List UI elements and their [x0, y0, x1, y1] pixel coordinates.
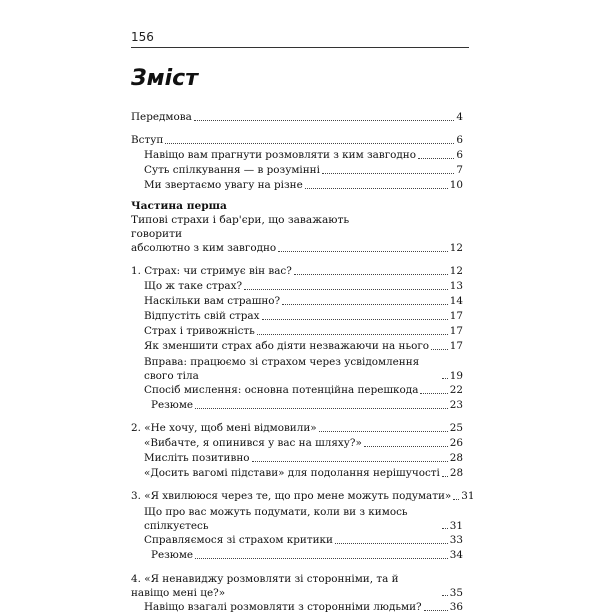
toc-entry-text: «Досить вагомі підстави» для подолання нерішучості — [144, 467, 440, 479]
toc-entry-part-title[interactable] — [131, 241, 463, 256]
toc-entry-page: 10 — [449, 179, 463, 191]
table-of-contents — [131, 110, 475, 615]
toc-entry-page: 6 — [456, 134, 463, 146]
toc-leader-dots — [262, 319, 448, 320]
toc-entry-page: 17 — [449, 325, 463, 337]
toc-leader-dots — [418, 158, 454, 159]
toc-subentry[interactable] — [131, 324, 463, 339]
toc-subentry[interactable] — [131, 339, 463, 354]
toc-entry-text: Резюме — [151, 549, 194, 561]
toc-leader-dots — [319, 431, 448, 432]
toc-entry-chapter-1[interactable] — [131, 264, 463, 279]
toc-entry-page: 17 — [449, 340, 463, 352]
toc-leader-dots — [294, 274, 448, 275]
toc-entry-text: Вправа: працюємо зі страхом через усвідомлення свого тіла — [144, 356, 420, 382]
toc-entry-page: 34 — [449, 549, 463, 561]
toc-subentry[interactable] — [131, 279, 463, 294]
toc-entry-text: Страх і тривожність — [144, 325, 255, 337]
toc-entry-preface[interactable] — [131, 110, 463, 125]
toc-entry-page: 4 — [456, 111, 463, 123]
toc-entry-text: Справляємося зі страхом критики — [144, 534, 333, 546]
toc-leader-dots — [165, 143, 454, 144]
toc-entry-chapter-3[interactable] — [131, 489, 475, 504]
toc-leader-dots — [322, 173, 454, 174]
toc-leader-dots — [335, 543, 448, 544]
part-title-line: Типові страхи і бар'єри, що заважають говорити — [131, 214, 350, 240]
toc-entry-chapter-2[interactable] — [131, 421, 463, 436]
toc-entry-page: 36 — [449, 601, 463, 613]
toc-entry-text: Як зменшити страх або діяти незважаючи на нього — [144, 340, 430, 352]
toc-leader-dots — [194, 120, 455, 121]
toc-entry-text: «Вибачте, я опинився у вас на шляху?» — [144, 437, 362, 449]
toc-subentry[interactable] — [131, 309, 463, 324]
toc-entry-page: 28 — [449, 452, 463, 464]
toc-entry-page: 13 — [449, 280, 463, 292]
toc-entry-text: Резюме — [151, 399, 194, 411]
toc-entry-text: Навіщо вам прагнути розмовляти з ким завгодно — [144, 149, 416, 161]
toc-entry-page: 23 — [449, 399, 463, 411]
toc-subentry[interactable] — [131, 383, 463, 398]
toc-leader-dots — [424, 610, 448, 611]
page-number: 156 — [131, 30, 154, 44]
toc-leader-dots — [195, 408, 448, 409]
toc-entry-page: 19 — [449, 370, 463, 382]
toc-subentry[interactable] — [131, 600, 463, 615]
toc-entry-page: 33 — [449, 534, 463, 546]
part-label: Частина перша — [131, 200, 227, 212]
header-rule — [131, 47, 469, 48]
toc-leader-dots — [305, 188, 448, 189]
toc-subentry[interactable] — [131, 163, 463, 178]
toc-entry-text: Суть спілкування — в розумінні — [144, 164, 320, 176]
page-title: Зміст — [131, 66, 198, 91]
toc-leader-dots — [278, 251, 448, 252]
toc-leader-dots — [252, 461, 448, 462]
toc-subentry[interactable] — [131, 466, 463, 481]
toc-entry-page: 35 — [449, 587, 463, 599]
toc-entry-text: Що про вас можуть подумати, коли ви з кимось спілкуєтесь — [144, 506, 408, 532]
toc-entry-text: Спосіб мислення: основна потенційна перешкода — [144, 384, 419, 396]
toc-entry-text: Наскільки вам страшно? — [144, 295, 281, 307]
toc-leader-dots — [244, 289, 448, 290]
toc-subentry[interactable] — [131, 178, 463, 193]
toc-entry-page: 31 — [449, 520, 463, 532]
toc-entry-text: Навіщо взагалі розмовляти з сторонніми людьми? — [144, 601, 422, 613]
toc-entry-page: 22 — [449, 384, 463, 396]
toc-leader-dots — [431, 349, 448, 350]
toc-entry-text: 4. «Я ненавиджу розмовляти зі сторонніми, та й навіщо мені це?» — [131, 573, 399, 599]
toc-entry-text: 2. «Не хочу, щоб мені відмовили» — [131, 422, 317, 434]
toc-subentry[interactable] — [131, 354, 463, 383]
toc-entry-page: 6 — [456, 149, 463, 161]
toc-entry-page: 25 — [449, 422, 463, 434]
toc-entry-text: Вступ — [131, 134, 164, 146]
toc-entry-text: абсолютно з ким завгодно — [131, 242, 277, 254]
toc-entry-text: Відпустіть свій страх — [144, 310, 260, 322]
toc-entry-page: 14 — [449, 295, 463, 307]
toc-entry-page: 28 — [449, 467, 464, 479]
toc-entry-intro[interactable] — [131, 133, 463, 148]
toc-leader-dots — [442, 528, 448, 529]
toc-subentry[interactable] — [131, 436, 463, 451]
toc-entry-page: 26 — [449, 437, 463, 449]
toc-subentry[interactable] — [131, 294, 463, 309]
toc-leader-dots — [442, 595, 448, 596]
toc-entry-page: 17 — [449, 310, 463, 322]
toc-leader-dots — [364, 446, 448, 447]
toc-leader-dots — [442, 378, 448, 379]
toc-entry-page: 12 — [449, 242, 463, 254]
toc-leader-dots — [453, 499, 459, 500]
toc-entry-text: Що ж таке страх? — [144, 280, 243, 292]
toc-subentry[interactable] — [131, 548, 463, 563]
toc-entry-text: Ми звертаємо увагу на різне — [144, 179, 303, 191]
toc-entry-text: 3. «Я хвилююся через те, що про мене можуть подумати» — [131, 490, 452, 502]
toc-leader-dots — [282, 304, 448, 305]
toc-subentry[interactable] — [131, 398, 463, 413]
toc-entry-chapter-4[interactable] — [131, 571, 463, 600]
toc-leader-dots — [442, 476, 448, 477]
toc-leader-dots — [257, 334, 448, 335]
toc-leader-dots — [195, 558, 448, 559]
toc-subentry[interactable] — [131, 451, 463, 466]
toc-subentry[interactable] — [131, 504, 463, 533]
toc-entry-text: Передмова — [131, 111, 192, 123]
toc-entry-page: 12 — [449, 265, 463, 277]
toc-subentry[interactable] — [131, 148, 463, 163]
toc-entry-text: 1. Страх: чи стримує він вас? — [131, 265, 292, 277]
toc-entry-page: 31 — [461, 490, 475, 502]
toc-entry-text: Мисліть позитивно — [144, 452, 250, 464]
toc-leader-dots — [420, 393, 447, 394]
toc-entry-page: 7 — [456, 164, 463, 176]
toc-subentry[interactable] — [131, 533, 463, 548]
